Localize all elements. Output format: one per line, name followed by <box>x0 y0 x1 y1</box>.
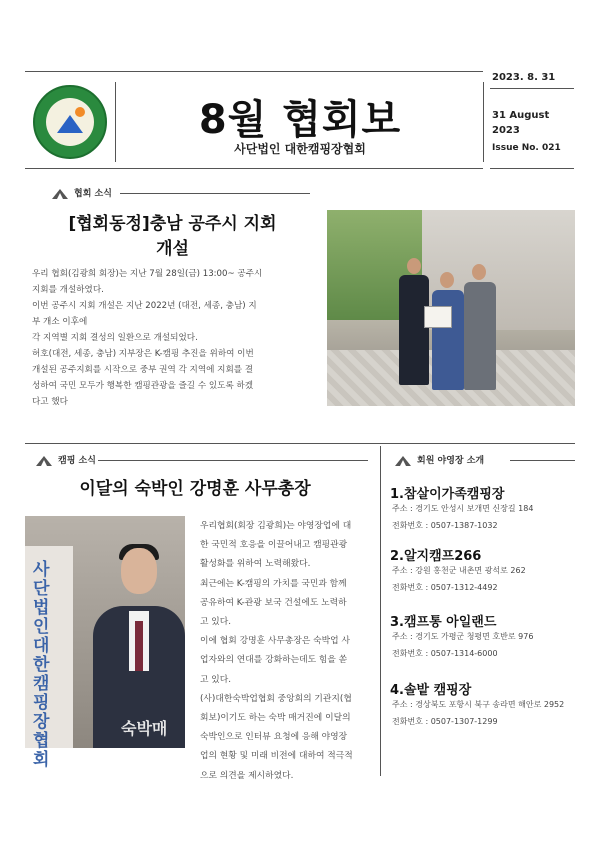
article2-line: 이에 협회 강명훈 사무총장은 숙박업 사 <box>200 636 350 647</box>
header-right-bottom-rule <box>490 168 574 169</box>
campsite-phone: 전화번호 : 0507-1387-1032 <box>392 521 498 530</box>
tent-icon <box>36 456 52 466</box>
association-logo <box>33 85 107 159</box>
section-tag-label: 캠핑 소식 <box>58 456 96 466</box>
section1-tag-rule <box>120 193 310 194</box>
campsite-phone: 전화번호 : 0507-1307-1299 <box>392 717 498 726</box>
article2-line: 고 있다. <box>200 674 232 685</box>
issue-date: 2023. 8. 31 <box>492 72 556 83</box>
article1-headline-line1: [협회동정]충남 공주시 지회 <box>68 214 277 234</box>
column-divider <box>380 446 381 776</box>
article2-line: 회보)이기도 하는 숙박 매거진에 이달의 <box>200 713 351 724</box>
newsletter-subtitle: 사단법인 대한캠핑장협회 <box>234 142 366 156</box>
issue-date-en-day: 31 August <box>492 110 550 121</box>
tent-icon <box>395 456 411 466</box>
article2-line: 업자와의 연대를 강화하는데도 힘을 쏟 <box>200 655 348 666</box>
issue-date-en <box>492 108 572 138</box>
header-right-top-rule <box>490 88 574 89</box>
article1-line: 다고 했다 <box>32 397 68 407</box>
article1-line: 지회를 개설하였다. <box>32 285 104 295</box>
campsite-name: 2.알지캠프266 <box>390 549 482 564</box>
campsite-address: 주소 : 경기도 가평군 청평면 호반로 976 <box>392 632 534 641</box>
header-right-divider <box>483 82 484 162</box>
issue-date-en-year: 2023 <box>492 125 520 136</box>
campsite-name: 3.캠프통 아일랜드 <box>390 615 497 630</box>
article2-line: (사)대한숙박업협회 중앙회의 기관지(협 <box>200 693 352 704</box>
campsite-phone: 전화번호 : 0507-1314-6000 <box>392 649 498 658</box>
header-left-divider <box>115 82 116 162</box>
article1-line: 이번 공주시 지회 개설은 지난 2022년 (대전, 세종, 충남) 지 <box>32 301 257 311</box>
campsite-address: 주소 : 경기도 안성시 보개면 신장길 184 <box>392 504 534 513</box>
section-tag-label: 회원 야영장 소개 <box>417 456 485 466</box>
article1-line: 부 개소 이후에 <box>32 317 88 327</box>
article1-body <box>32 266 322 410</box>
section-divider <box>25 443 575 444</box>
section2-tag-rule <box>98 460 368 461</box>
article2-photo <box>25 516 185 770</box>
article2-line: 숙박인으로 인터뷰 요청에 응해 야영장 <box>200 732 348 743</box>
campsite-phone: 전화번호 : 0507-1312-4492 <box>392 583 498 592</box>
article1-line: 각 지역별 지회 결성의 일환으로 개설되었다. <box>32 333 198 343</box>
article2-line: 고 있다. <box>200 617 232 628</box>
photo-sign-text: 숙박매 <box>121 719 168 738</box>
campsite-name: 4.솔밭 캠핑장 <box>390 683 472 698</box>
section-tag-camping-news <box>36 453 96 466</box>
section3-tag-rule <box>510 460 575 461</box>
article2-line: 최근에는 K-캠핑의 가치를 국민과 함께 <box>200 578 347 589</box>
tent-icon <box>52 189 68 199</box>
issue-number: Issue No. 021 <box>492 143 561 153</box>
section-tag-association-news <box>52 186 112 199</box>
section-tag-member-campsites <box>395 453 484 466</box>
article1-line: 성하여 국민 모두가 행복한 캠핑관광을 즐길 수 있도록 하겠 <box>32 381 254 391</box>
header-bottom-rule <box>25 168 483 169</box>
article2-line: 한 국민적 호응을 이끌어내고 캠핑관광 <box>200 540 348 551</box>
campsite-address: 주소 : 강원 홍천군 내촌면 광석로 262 <box>392 566 526 575</box>
campsite-name: 1.참살이가족캠핑장 <box>390 487 505 502</box>
article2-line: 활성화를 위하여 노력해왔다. <box>200 559 311 570</box>
article1-headline-line2: 개설 <box>156 239 189 259</box>
article2-line: 업의 현황 및 미래 비전에 대하여 적극적 <box>200 751 353 762</box>
newsletter-title: 8월 협회보 <box>198 97 402 143</box>
article1-photo <box>327 210 575 406</box>
header-top-rule <box>25 71 483 72</box>
article2-line: 공유하여 K-관광 보국 건설에도 노력하 <box>200 597 347 608</box>
article2-body <box>200 517 375 786</box>
photo-banner-text: 사단법인 대한캠핑장협회 <box>33 560 50 770</box>
article1-headline <box>30 212 315 262</box>
article2-headline: 이달의 숙박인 강명훈 사무총장 <box>79 479 311 499</box>
campsite-address: 주소 : 경상북도 포항시 북구 송라면 해안로 2952 <box>392 700 565 709</box>
article1-line: 우리 협회(김광희 회장)는 지난 7월 28일(금) 13:00~ 공주시 <box>32 269 263 279</box>
section-tag-label: 협회 소식 <box>74 189 112 199</box>
article1-line: 개설된 공주지회를 시작으로 중부 권역 각 지역에 지회를 결 <box>32 365 254 375</box>
article2-line: 으로 의견을 제시하였다. <box>200 770 294 781</box>
article1-line: 허호(대전, 세종, 충남) 지부장은 K-캠핑 추진을 위하여 이번 <box>32 349 254 359</box>
article2-line: 우리협회(회장 김광희)는 야영장업에 대 <box>200 521 352 531</box>
